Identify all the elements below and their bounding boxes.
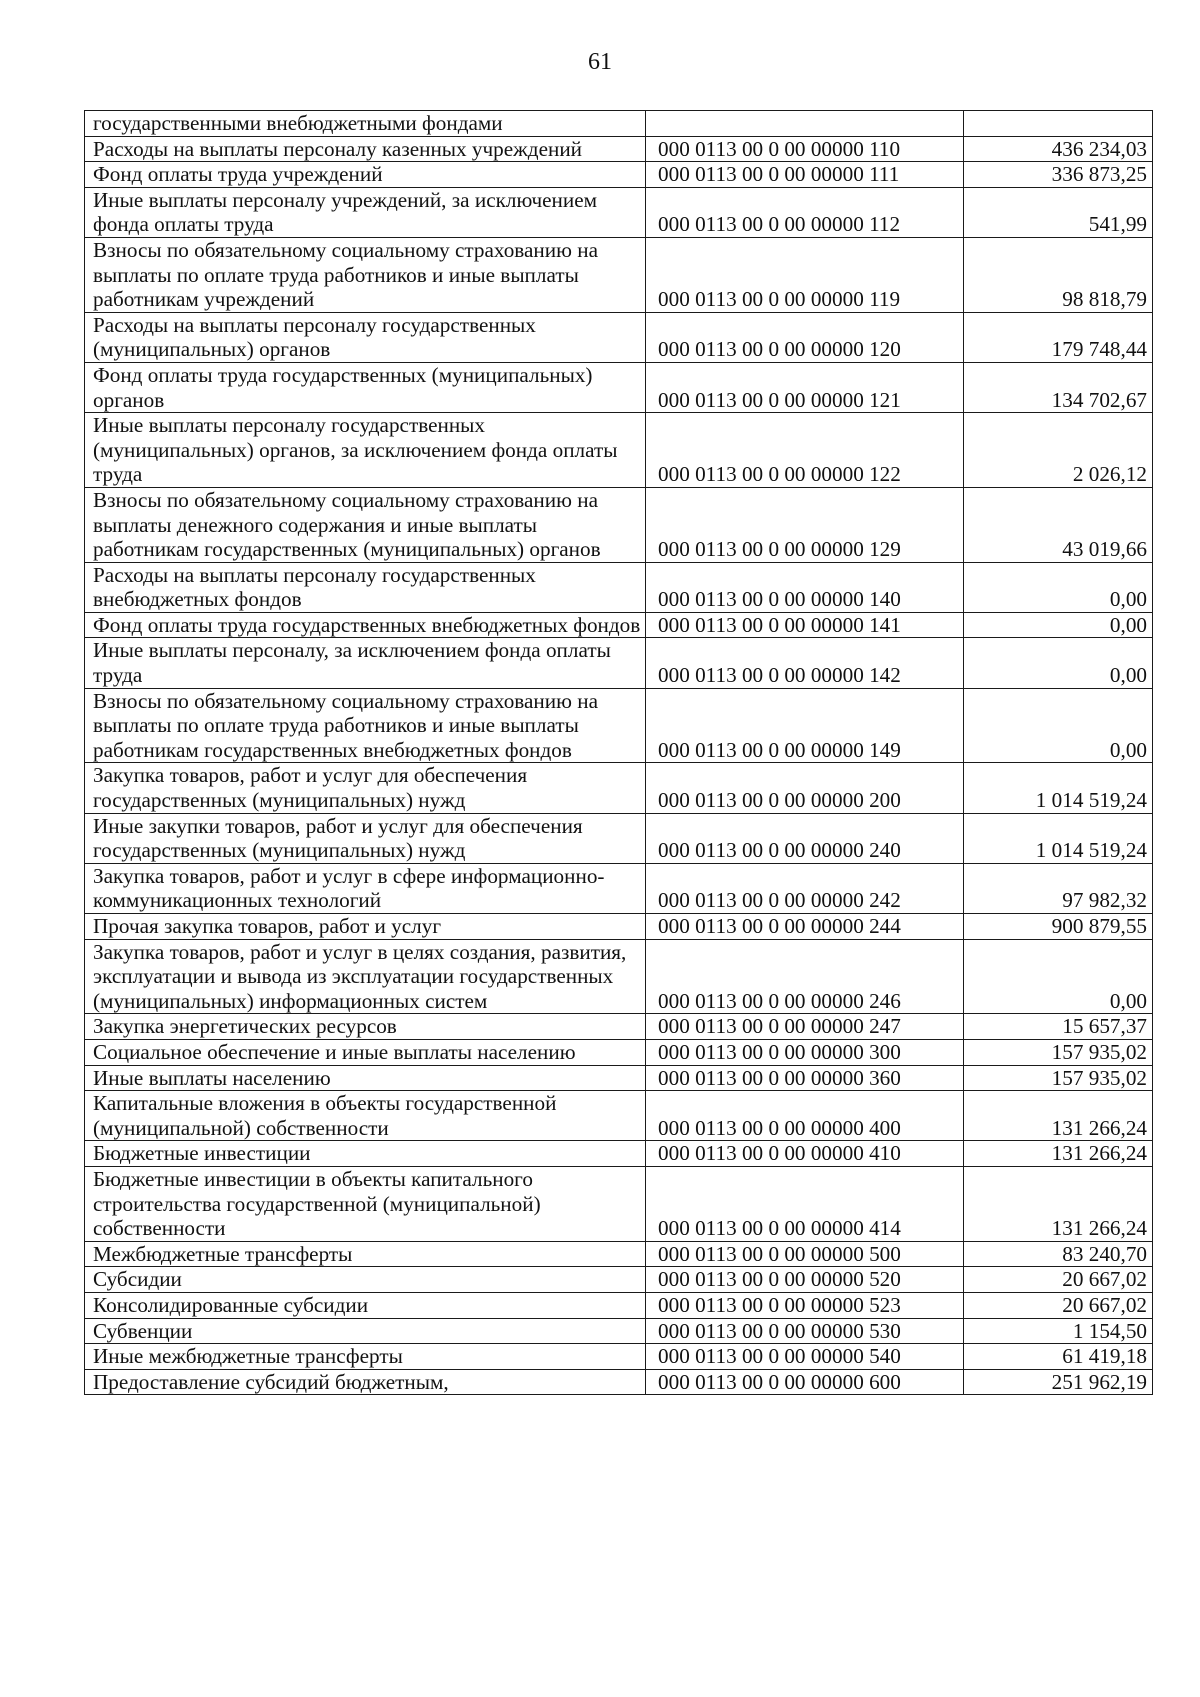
row-name-cell: Закупка товаров, работ и услуг в целях создания, развития, эксплуатации и вывода из эксплуатации государственных (муниципальных) информационных систем [85, 939, 646, 1014]
row-name-cell: Капитальные вложения в объекты государственной (муниципальной) собственности [85, 1091, 646, 1141]
row-sum-cell: 157 935,02 [964, 1065, 1153, 1091]
row-sum-cell: 83 240,70 [964, 1241, 1153, 1267]
row-name-cell: Предоставление субсидий бюджетным, [85, 1369, 646, 1395]
table-row [85, 1241, 1153, 1267]
table-row [85, 1292, 1153, 1318]
row-sum-cell: 0,00 [964, 612, 1153, 638]
row-sum-cell [964, 111, 1153, 137]
row-sum-cell: 157 935,02 [964, 1039, 1153, 1065]
row-sum-cell: 0,00 [964, 939, 1153, 1014]
row-code-cell: 000 0113 00 0 00 00000 110 [646, 136, 964, 162]
row-sum-cell: 436 234,03 [964, 136, 1153, 162]
row-sum-cell: 1 014 519,24 [964, 813, 1153, 863]
table-row [85, 237, 1153, 312]
row-sum-cell: 97 982,32 [964, 863, 1153, 913]
row-name-cell: Консолидированные субсидии [85, 1292, 646, 1318]
table-row [85, 688, 1153, 763]
row-code-cell: 000 0113 00 0 00 00000 119 [646, 237, 964, 312]
row-sum-cell: 131 266,24 [964, 1141, 1153, 1167]
table-row [85, 1344, 1153, 1370]
row-sum-cell: 251 962,19 [964, 1369, 1153, 1395]
table-row [85, 1014, 1153, 1040]
row-sum-cell: 20 667,02 [964, 1267, 1153, 1293]
row-sum-cell: 336 873,25 [964, 162, 1153, 188]
table-row [85, 914, 1153, 940]
row-sum-cell: 131 266,24 [964, 1166, 1153, 1241]
row-name-cell: Иные выплаты персоналу, за исключением фонда оплаты труда [85, 638, 646, 688]
row-name-cell: Фонд оплаты труда государственных внебюджетных фондов [85, 612, 646, 638]
table-row [85, 111, 1153, 137]
row-code-cell: 000 0113 00 0 00 00000 400 [646, 1091, 964, 1141]
table-row [85, 813, 1153, 863]
row-sum-cell: 134 702,67 [964, 362, 1153, 412]
table-row [85, 939, 1153, 1014]
table-row [85, 1091, 1153, 1141]
table-row [85, 1267, 1153, 1293]
row-name-cell: Закупка энергетических ресурсов [85, 1014, 646, 1040]
row-name-cell: Иные выплаты персоналу учреждений, за исключением фонда оплаты труда [85, 187, 646, 237]
table-row [85, 162, 1153, 188]
table-row [85, 1065, 1153, 1091]
row-code-cell: 000 0113 00 0 00 00000 111 [646, 162, 964, 188]
budget-table [84, 110, 1153, 1395]
row-sum-cell: 98 818,79 [964, 237, 1153, 312]
row-name-cell: Межбюджетные трансферты [85, 1241, 646, 1267]
row-name-cell: Иные выплаты персоналу государственных (муниципальных) органов, за исключением фонда оплаты труда [85, 413, 646, 488]
row-code-cell: 000 0113 00 0 00 00000 540 [646, 1344, 964, 1370]
row-code-cell: 000 0113 00 0 00 00000 141 [646, 612, 964, 638]
row-name-cell: Расходы на выплаты персоналу государственных внебюджетных фондов [85, 562, 646, 612]
row-code-cell: 000 0113 00 0 00 00000 242 [646, 863, 964, 913]
table-row [85, 1369, 1153, 1395]
row-name-cell: Расходы на выплаты персоналу казенных учреждений [85, 136, 646, 162]
row-sum-cell: 900 879,55 [964, 914, 1153, 940]
table-row [85, 1141, 1153, 1167]
row-name-cell: Субсидии [85, 1267, 646, 1293]
table-row [85, 1166, 1153, 1241]
row-name-cell: Субвенции [85, 1318, 646, 1344]
row-sum-cell: 2 026,12 [964, 413, 1153, 488]
row-code-cell: 000 0113 00 0 00 00000 244 [646, 914, 964, 940]
row-sum-cell: 179 748,44 [964, 312, 1153, 362]
row-code-cell: 000 0113 00 0 00 00000 300 [646, 1039, 964, 1065]
row-name-cell: Иные закупки товаров, работ и услуг для обеспечения государственных (муниципальных) нужд [85, 813, 646, 863]
row-code-cell: 000 0113 00 0 00 00000 200 [646, 763, 964, 813]
row-sum-cell: 0,00 [964, 688, 1153, 763]
row-name-cell: Закупка товаров, работ и услуг в сфере информационно-коммуникационных технологий [85, 863, 646, 913]
row-code-cell: 000 0113 00 0 00 00000 520 [646, 1267, 964, 1293]
row-sum-cell: 15 657,37 [964, 1014, 1153, 1040]
row-sum-cell: 43 019,66 [964, 487, 1153, 562]
row-name-cell: Фонд оплаты труда государственных (муниципальных) органов [85, 362, 646, 412]
row-code-cell: 000 0113 00 0 00 00000 120 [646, 312, 964, 362]
table-row [85, 763, 1153, 813]
table-row [85, 1318, 1153, 1344]
row-name-cell: Взносы по обязательному социальному страхованию на выплаты денежного содержания и иные выплаты работникам государственных (муниципальных) органов [85, 487, 646, 562]
row-name-cell: государственными внебюджетными фондами [85, 111, 646, 137]
row-code-cell: 000 0113 00 0 00 00000 121 [646, 362, 964, 412]
row-code-cell: 000 0113 00 0 00 00000 360 [646, 1065, 964, 1091]
row-sum-cell: 20 667,02 [964, 1292, 1153, 1318]
row-sum-cell: 0,00 [964, 562, 1153, 612]
table-row [85, 136, 1153, 162]
table-row [85, 612, 1153, 638]
row-name-cell: Прочая закупка товаров, работ и услуг [85, 914, 646, 940]
row-code-cell [646, 111, 964, 137]
row-name-cell: Социальное обеспечение и иные выплаты населению [85, 1039, 646, 1065]
table-row [85, 487, 1153, 562]
row-code-cell: 000 0113 00 0 00 00000 240 [646, 813, 964, 863]
row-code-cell: 000 0113 00 0 00 00000 140 [646, 562, 964, 612]
row-code-cell: 000 0113 00 0 00 00000 410 [646, 1141, 964, 1167]
row-code-cell: 000 0113 00 0 00 00000 523 [646, 1292, 964, 1318]
table-row [85, 362, 1153, 412]
row-name-cell: Закупка товаров, работ и услуг для обеспечения государственных (муниципальных) нужд [85, 763, 646, 813]
row-name-cell: Взносы по обязательному социальному страхованию на выплаты по оплате труда работников и иные выплаты работникам учреждений [85, 237, 646, 312]
row-sum-cell: 0,00 [964, 638, 1153, 688]
table-row [85, 312, 1153, 362]
table-row [85, 638, 1153, 688]
budget-table-body [85, 111, 1153, 1395]
row-code-cell: 000 0113 00 0 00 00000 142 [646, 638, 964, 688]
table-row [85, 562, 1153, 612]
table-row [85, 187, 1153, 237]
row-name-cell: Иные выплаты населению [85, 1065, 646, 1091]
row-code-cell: 000 0113 00 0 00 00000 247 [646, 1014, 964, 1040]
row-code-cell: 000 0113 00 0 00 00000 500 [646, 1241, 964, 1267]
row-code-cell: 000 0113 00 0 00 00000 122 [646, 413, 964, 488]
table-row [85, 413, 1153, 488]
table-row [85, 1039, 1153, 1065]
row-code-cell: 000 0113 00 0 00 00000 246 [646, 939, 964, 1014]
row-sum-cell: 541,99 [964, 187, 1153, 237]
row-name-cell: Бюджетные инвестиции [85, 1141, 646, 1167]
row-name-cell: Взносы по обязательному социальному страхованию на выплаты по оплате труда работников и иные выплаты работникам государственных внебюджетных фондов [85, 688, 646, 763]
row-sum-cell: 131 266,24 [964, 1091, 1153, 1141]
row-name-cell: Иные межбюджетные трансферты [85, 1344, 646, 1370]
row-name-cell: Расходы на выплаты персоналу государственных (муниципальных) органов [85, 312, 646, 362]
row-sum-cell: 1 154,50 [964, 1318, 1153, 1344]
row-name-cell: Бюджетные инвестиции в объекты капитального строительства государственной (муниципальной) собственности [85, 1166, 646, 1241]
row-sum-cell: 1 014 519,24 [964, 763, 1153, 813]
row-code-cell: 000 0113 00 0 00 00000 414 [646, 1166, 964, 1241]
row-code-cell: 000 0113 00 0 00 00000 149 [646, 688, 964, 763]
row-code-cell: 000 0113 00 0 00 00000 530 [646, 1318, 964, 1344]
row-sum-cell: 61 419,18 [964, 1344, 1153, 1370]
row-code-cell: 000 0113 00 0 00 00000 112 [646, 187, 964, 237]
table-row [85, 863, 1153, 913]
row-code-cell: 000 0113 00 0 00 00000 600 [646, 1369, 964, 1395]
page-number: 61 [588, 49, 612, 75]
row-name-cell: Фонд оплаты труда учреждений [85, 162, 646, 188]
row-code-cell: 000 0113 00 0 00 00000 129 [646, 487, 964, 562]
